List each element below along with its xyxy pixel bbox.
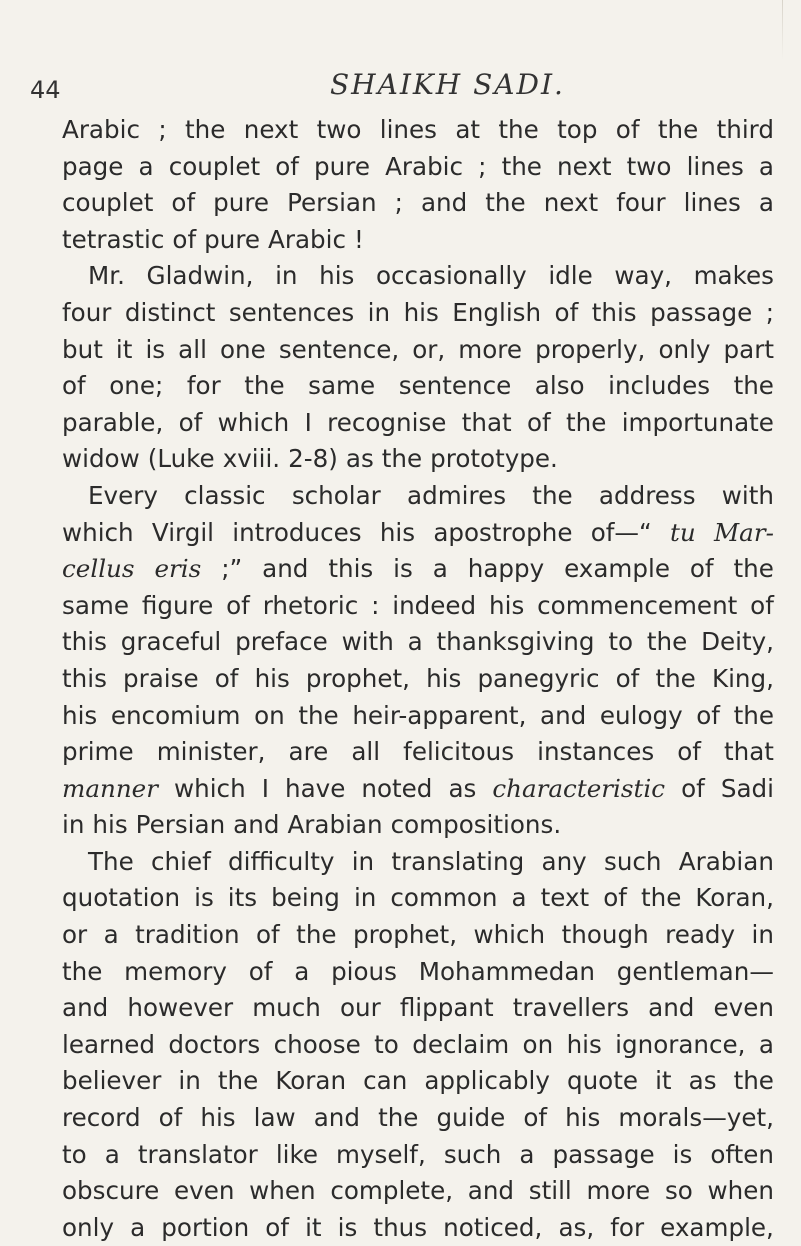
text-line: cellus eris ;” and this is a happy example of the bbox=[62, 554, 774, 584]
text-line: same figure of rhetoric : indeed his commencement of bbox=[62, 590, 774, 620]
running-title: SHAIKH SADI. bbox=[330, 68, 565, 101]
page-number: 44 bbox=[30, 76, 61, 104]
text-line: parable, of which I recognise that of the importunate bbox=[62, 407, 774, 437]
text-line: in his Persian and Arabian compositions. bbox=[62, 810, 562, 840]
text-line: his encomium on the heir-apparent, and eulogy of the bbox=[62, 700, 774, 730]
text-line: to a translator like myself, such a passage is often bbox=[62, 1139, 774, 1169]
text-line: the memory of a pious Mohammedan gentleman— bbox=[62, 956, 774, 986]
text-line: or a tradition of the prophet, which though ready in bbox=[62, 920, 774, 950]
text-line: learned doctors choose to declaim on his ignorance, a bbox=[62, 1029, 774, 1059]
page-header bbox=[0, 68, 801, 102]
text-line: manner which I have noted as characteristic of Sadi bbox=[62, 773, 774, 803]
text-line: The chief difficulty in translating any such Arabian bbox=[88, 846, 774, 876]
text-line: Arabic ; the next two lines at the top of the third bbox=[62, 115, 774, 144]
text-line: widow (Luke xviii. 2-8) as the prototype. bbox=[62, 444, 558, 474]
text-line: which Virgil introduces his apostrophe of—“ tu Mar- bbox=[62, 517, 774, 547]
text-line: page a couplet of pure Arabic ; the next two lines a bbox=[62, 151, 774, 181]
body-text bbox=[62, 112, 774, 1246]
text-line: believer in the Koran can applicably quote it as the bbox=[62, 1066, 774, 1096]
text-line: but it is all one sentence, or, more properly, only part bbox=[62, 334, 774, 364]
text-line: record of his law and the guide of his morals—yet, bbox=[62, 1103, 774, 1133]
text-line: tetrastic of pure Arabic ! bbox=[62, 224, 364, 254]
text-line: quotation is its being in common a text of the Koran, bbox=[62, 883, 774, 913]
text-line: couplet of pure Persian ; and the next four lines a bbox=[62, 188, 774, 218]
text-line: this praise of his prophet, his panegyric of the King, bbox=[62, 663, 774, 693]
text-line: Mr. Gladwin, in his occasionally idle way, makes bbox=[88, 261, 774, 291]
text-line: this graceful preface with a thanksgiving to the Deity, bbox=[62, 627, 774, 657]
page-crease bbox=[782, 0, 783, 60]
text-line: four distinct sentences in his English of this passage ; bbox=[62, 297, 774, 327]
text-line: of one; for the same sentence also includes the bbox=[62, 371, 774, 401]
text-line: prime minister, are all felicitous instances of that bbox=[62, 737, 774, 767]
text-line: Every classic scholar admires the address with bbox=[88, 480, 774, 510]
text-line: and however much our flippant travellers and even bbox=[62, 993, 774, 1023]
text-line: obscure even when complete, and still more so when bbox=[62, 1176, 774, 1206]
text-line: only a portion of it is thus noticed, as, for example, bbox=[62, 1212, 774, 1242]
